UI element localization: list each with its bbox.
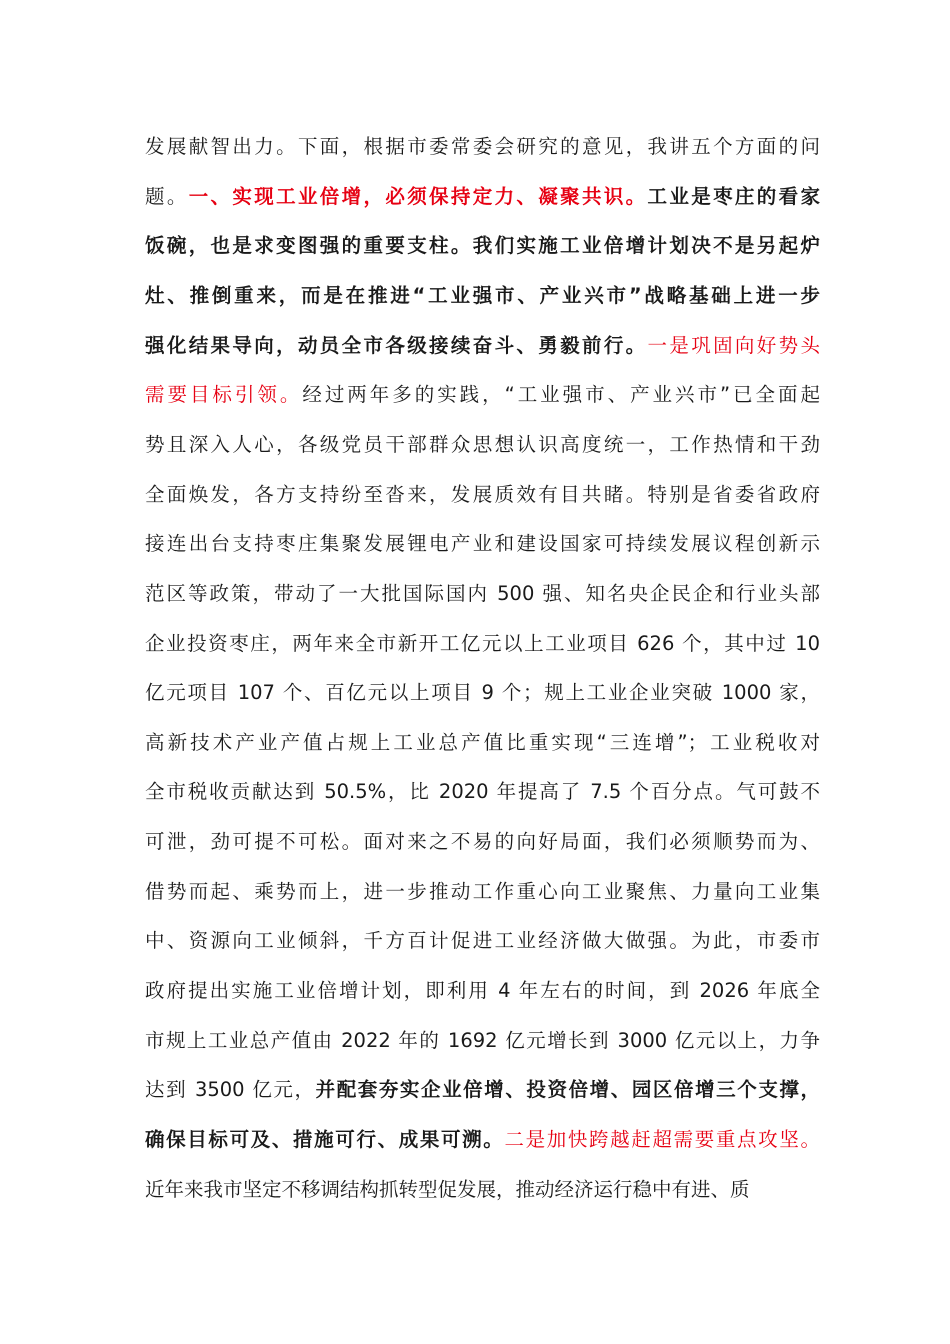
body-text: 题。	[145, 184, 189, 208]
text-line	[145, 1023, 820, 1059]
body-text: 接连出台支持枣庄集聚发展锂电产业和建设国家可持续发展议程创新示	[145, 532, 820, 556]
body-text: 全面焕发，各方支持纷至沓来，发展质效有目共睹。特别是省委省政府	[145, 482, 820, 506]
text-line	[145, 725, 820, 761]
body-text: 可泄，劲可提不可松。面对来之不易的向好局面，我们必须顺势而为、	[145, 830, 820, 854]
text-line	[145, 626, 820, 662]
body-text: 亿元项目 107 个、百亿元以上项目 9 个；规上工业企业突破 1000 家，	[145, 681, 820, 705]
bold-text: 并配套夯实企业倍增、投资倍增、园区倍增三个支撑，	[315, 1078, 820, 1102]
body-text: 中、资源向工业倾斜，千方百计促进工业经济做大做强。为此，市委市	[145, 929, 820, 953]
body-text: 政府提出实施工业倍增计划，即利用 4 年左右的时间，到 2026 年底全	[145, 979, 820, 1003]
bold-text: 灶、推倒重来，而是在推进“工业强市、产业兴市”战略基础上进一步	[145, 283, 820, 307]
body-text: 范区等政策，带动了一大批国际国内 500 强、知名央企民企和行业头部	[145, 581, 820, 605]
body-text: 市规上工业总产值由 2022 年的 1692 亿元增长到 3000 亿元以上，力争	[145, 1028, 820, 1052]
bold-text: 强化结果导向，动员全市各级接续奋斗、勇毅前行。	[145, 333, 648, 357]
text-line	[145, 526, 820, 562]
text-line	[145, 923, 820, 959]
body-text: 发展献智出力。下面，根据市委常委会研究的意见，我讲五个方面的问	[145, 135, 820, 158]
text-line	[145, 576, 820, 612]
bold-text: 饭碗，也是求变图强的重要支柱。我们实施工业倍增计划决不是另起炉	[145, 234, 820, 258]
text-line	[145, 1122, 820, 1158]
text-line	[145, 228, 820, 264]
text-line	[145, 973, 820, 1009]
highlighted-text: 需要目标引领。	[145, 383, 303, 407]
bold-text: 确保目标可及、措施可行、成果可溯。	[145, 1128, 505, 1151]
body-text: 势且深入人心，各级党员干部群众思想认识高度统一，工作热情和干劲	[145, 432, 820, 456]
bold-text: 工业是枣庄的看家	[647, 184, 820, 208]
text-line	[145, 278, 820, 314]
body-text: 企业投资枣庄，两年来全市新开工亿元以上工业项目 626 个，其中过 10	[145, 631, 820, 655]
text-line	[145, 427, 820, 463]
body-text: 高新技术产业产值占规上工业总产值比重实现“三连增”；工业税收对	[145, 730, 820, 754]
body-text: 借势而起、乘势而上，进一步推动工作重心向工业聚焦、力量向工业集	[145, 879, 820, 903]
text-line	[145, 477, 820, 513]
highlighted-text: 二是加快跨越赶超需要重点攻坚。	[504, 1128, 820, 1151]
body-text: 达到 3500 亿元，	[145, 1078, 316, 1102]
text-line	[145, 824, 820, 860]
text-line	[145, 1172, 820, 1208]
body-text: 近年来我市坚定不移调结构抓转型促发展，推动经济运行稳中有进、质	[145, 1177, 750, 1201]
text-line	[145, 377, 820, 413]
body-text: 全市税收贡献达到 50.5%，比 2020 年提高了 7.5 个百分点。气可鼓不	[145, 780, 820, 804]
text-line	[145, 1072, 820, 1108]
body-text: 经过两年多的实践，“工业强市、产业兴市”已全面起	[302, 383, 820, 407]
text-line	[145, 179, 820, 215]
text-line	[145, 129, 820, 165]
highlighted-text: 一是巩固向好势头	[647, 333, 820, 357]
text-line	[145, 874, 820, 910]
text-line	[145, 675, 820, 711]
text-line	[145, 774, 820, 810]
text-line	[145, 328, 820, 364]
highlighted-text: 一、实现工业倍增，必须保持定力、凝聚共识。	[188, 184, 648, 208]
